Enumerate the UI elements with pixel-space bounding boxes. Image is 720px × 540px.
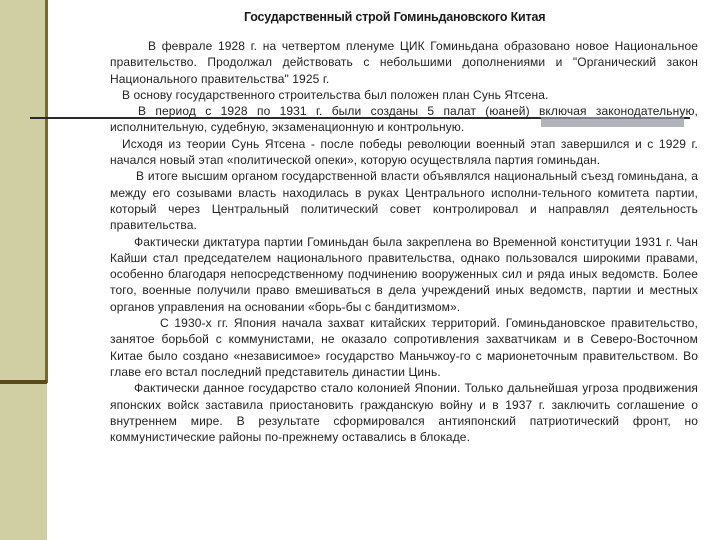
paragraph: В итоге высшим органом государственной власти объявлялся национальный съезд гоминьдана, а между его созывами власть находилась в руках Центрального исполни-тельного комитета партии, который через Центральный политический совет контролировал и направлял деятельность правительства.: [110, 169, 698, 233]
paragraph: В основу государственного строительства был положен план Сунь Ятсена.: [122, 87, 549, 102]
paragraph: В феврале 1928 г. на четвертом пленуме ЦИК Гоминьдана образовано новое Национальное правительство. Продолжал действовать с небольшими дополнениями и "Органический закон Национального правительства" 1925 г.: [110, 39, 698, 86]
paragraph: Фактически данное государство стало колонией Японии. Только дальнейшая угроза продвижения японских войск заставила приостановить гражданскую войну и в 1937 г. заключить соглашение о внутреннем мире. В результате сформировался антияпонский патриотический фронт, но коммунистические районы по-прежнему оставались в блокаде.: [110, 381, 698, 445]
sidebar-bottom-line: [0, 380, 47, 384]
sidebar-decoration: [0, 0, 47, 540]
page-title: Государственный строй Гоминьдановского Китая: [244, 10, 546, 24]
document-body: [110, 38, 698, 445]
paragraph: Фактически диктатура партии Гоминьдан была закреплена во Временной конституции 1931 г. Чан Кайши стал председателем национального правительства, однако пользовался широкими правами, особенно благодаря непосредственному подчинению вооруженных сил и ряда иных ведомств. Более того, военные получили право вмешиваться в дела учреждений иных ведомств, партии и местных органов управления на основании «борь-бы с бандитизмом».: [110, 234, 698, 314]
paragraph: С 1930-х гг. Япония начала захват китайских территорий. Гоминьдановское правительство, занятое борьбой с коммунистами, не оказало сопротивления захватчикам и в Северо-Восточном Китае было создано «независимое» государство Маньчжоу-го с марионеточным правительством. Во главе его встал последний представитель династии Цинь.: [110, 316, 698, 379]
paragraph: Исходя из теории Сунь Ятсена - после победы революции военный этап завершился и с 1929 г. начался новый этап «политической опеки», которую осуществляла партия гоминьдан.: [110, 136, 698, 168]
paragraph: В период с 1928 по 1931 г. были созданы 5 палат (юаней) включая законодательную, исполнительную, судебную, экзаменационную и контрольную.: [110, 104, 698, 135]
sidebar-edge-line: [45, 0, 48, 383]
